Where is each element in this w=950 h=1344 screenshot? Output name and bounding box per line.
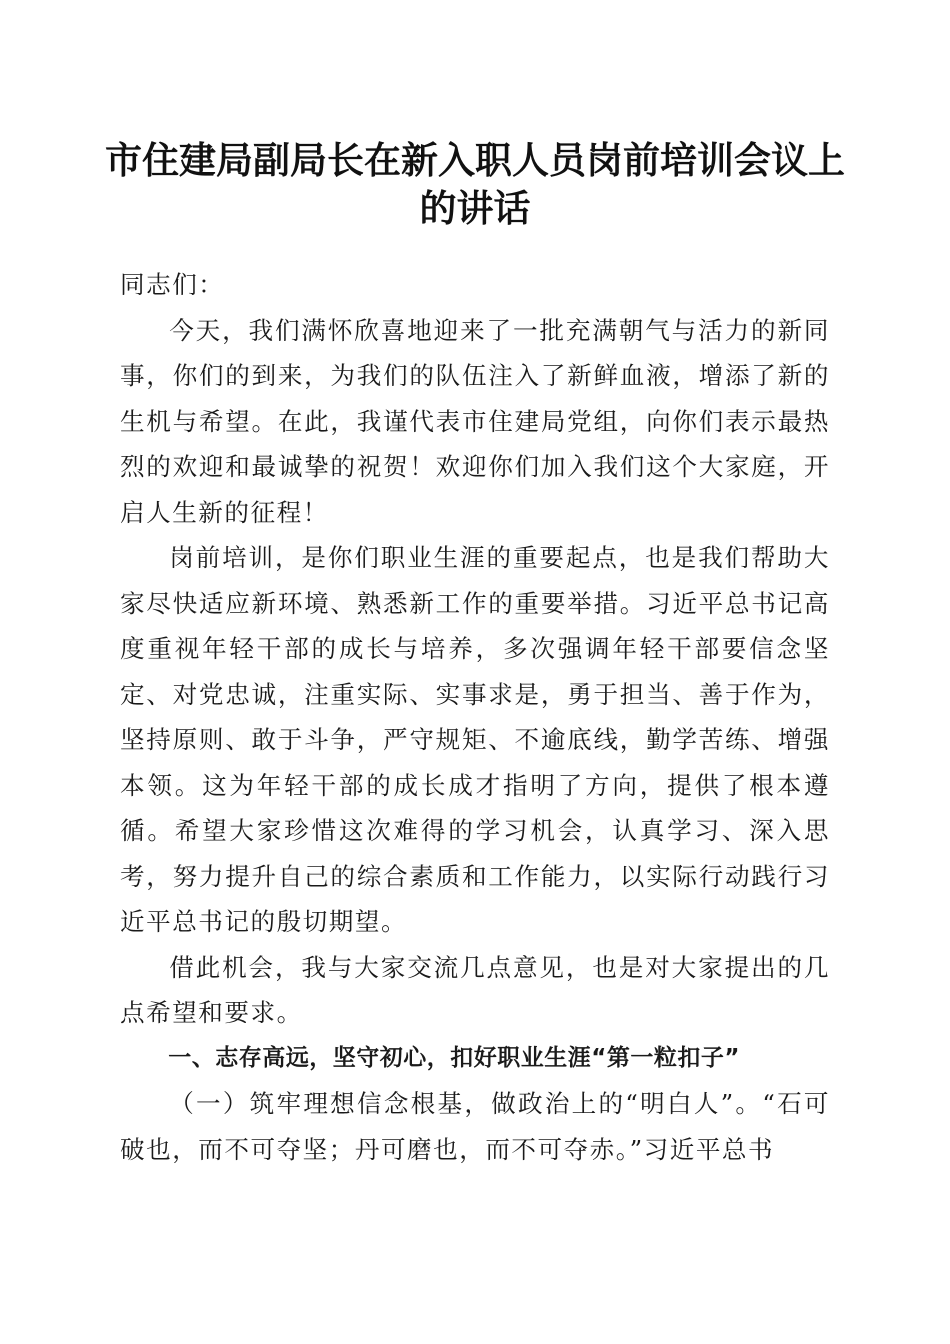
paragraph-subsection-1 [120, 1081, 830, 1172]
salutation: 同志们： [120, 270, 225, 299]
paragraph-opinions: 借此机会，我与大家交流几点意见，也是对大家提出的几点希望和要求。 [120, 952, 830, 1027]
document-body [120, 262, 830, 1172]
section-heading-1: 一、志存高远，坚守初心，扣好职业生涯“第一粒扣子” [168, 1044, 741, 1071]
document-title: 市住建局副局长在新入职人员岗前培训会议上的讲话 [105, 138, 845, 230]
subsection-text: “石可破也，而不可夺坚；丹可磨也，而不可夺赤。”习近平总书 [120, 1089, 831, 1164]
subsection-heading-1: （一）筑牢理想信念根基，做政治上的“明白人”。 [169, 1089, 763, 1118]
paragraph-training: 岗前培训，是你们职业生涯的重要起点，也是我们帮助大家尽快适应新环境、熟悉新工作的重要举措。习近平总书记高度重视年轻干部的成长与培养，多次强调年轻干部要信念坚定、对党忠诚，注重实际、实事求是，勇于担当、善于作为，坚持原则、敢于斗争，严守规矩、不逾底线，勤学苦练、增强本领。这为年轻干部的成长成才指明了方向，提供了根本遵循。希望大家珍惜这次难得的学习机会，认真学习、深入思考，努力提升自己的综合素质和工作能力，以实际行动践行习近平总书记的殷切期望。 [120, 543, 830, 936]
paragraph-welcome: 今天，我们满怀欣喜地迎来了一批充满朝气与活力的新同事，你们的到来，为我们的队伍注入了新鲜血液，增添了新的生机与希望。在此，我谨代表市住建局党组，向你们表示最热烈的欢迎和最诚挚的祝贺！欢迎你们加入我们这个大家庭，开启人生新的征程！ [120, 315, 830, 527]
